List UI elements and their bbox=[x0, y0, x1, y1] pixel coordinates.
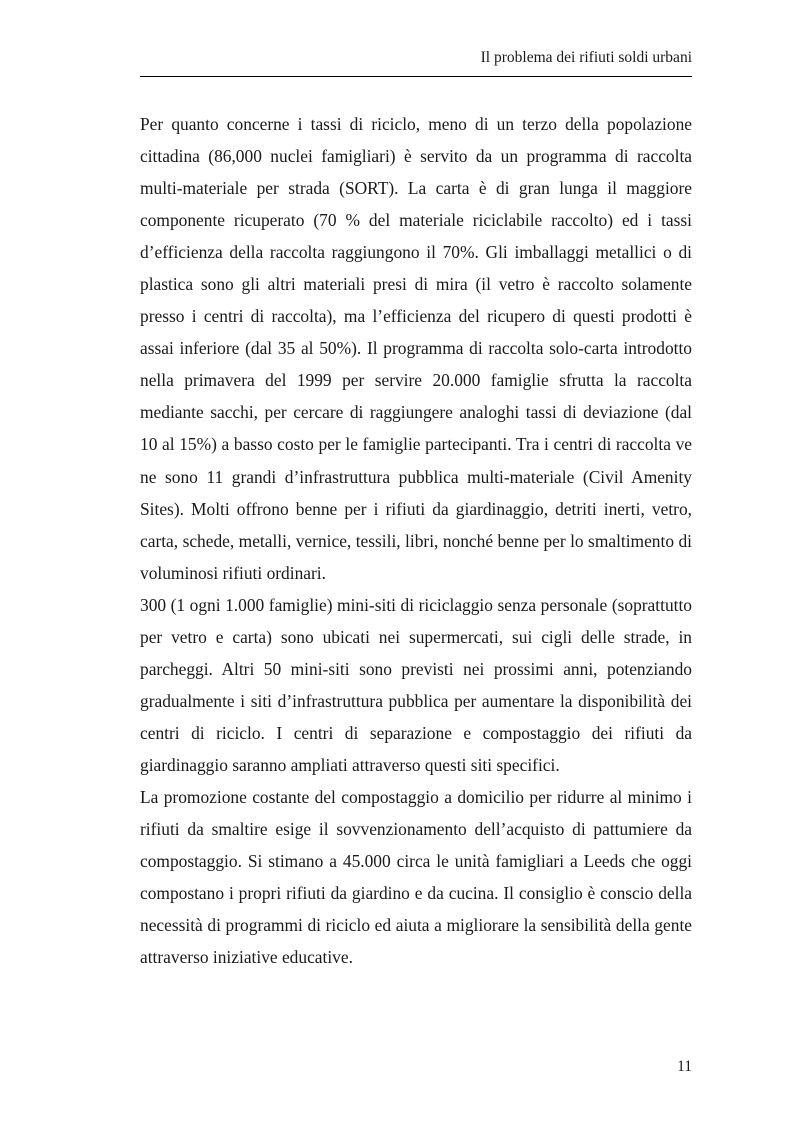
header-rule bbox=[140, 76, 692, 77]
page-number: 11 bbox=[677, 1058, 692, 1075]
running-header: Il problema dei rifiuti soldi urbani bbox=[480, 49, 692, 66]
paragraph-mini-sites: 300 (1 ogni 1.000 famiglie) mini-siti di riciclaggio senza personale (soprattutto per vetro e carta) sono ubicati nei supermercati, sui cigli delle strade, in parcheggi. Altri 50 mini-siti sono previsti nei prossimi anni, potenziando gradualmente i siti d’infrastruttura pubblica per aumentare la disponibilità dei centri di riciclo. I centri di separazione e compostaggio dei rifiuti da giardinaggio saranno ampliati attraverso questi siti specifici. bbox=[140, 594, 692, 775]
body-text bbox=[140, 108, 692, 973]
paragraph-recycling-rates: Per quanto concerne i tassi di riciclo, meno di un terzo della popolazione cittadina (86,000 nuclei famigliari) è servito da un programma di raccolta multi-materiale per strada (SORT). La carta è di gran lunga il maggiore componente ricuperato (70 % del materiale riciclabile raccolto) ed i tassi d’efficienza della raccolta raggiungono il 70%. Gli imballaggi metallici o di plastica sono gli altri materiali presi di mira (il vetro è raccolto solamente presso i centri di raccolta), ma l’efficienza del ricupero di questi prodotti è assai inferiore (dal 35 al 50%). Il programma di raccolta solo-carta introdotto nella primavera del 1999 per servire 20.000 famiglie sfrutta la raccolta mediante sacchi, per cercare di raggiungere analoghi tassi di deviazione (dal 10 al 15%) a basso costo per le famiglie partecipanti. Tra i centri di raccolta ve ne sono 11 grandi d’infrastruttura pubblica multi-materiale (Civil Amenity Sites). Molti offrono benne per i rifiuti da giardinaggio, detriti inerti, vetro, carta, schede, metalli, vernice, tessili, libri, nonché benne per lo smaltimento di voluminosi rifiuti ordinari. bbox=[140, 114, 692, 583]
paragraph-home-composting: La promozione costante del compostaggio a domicilio per ridurre al minimo i rifiuti da smaltire esige il sovvenzionamento dell’acquisto di pattumiere da compostaggio. Si stimano a 45.000 circa le unità famigliari a Leeds che oggi compostano i propri rifiuti da giardino e da cucina. Il consiglio è conscio della necessità di programmi di riciclo ed aiuta a migliorare la sensibilità della gente attraverso iniziative educative. bbox=[140, 786, 692, 968]
